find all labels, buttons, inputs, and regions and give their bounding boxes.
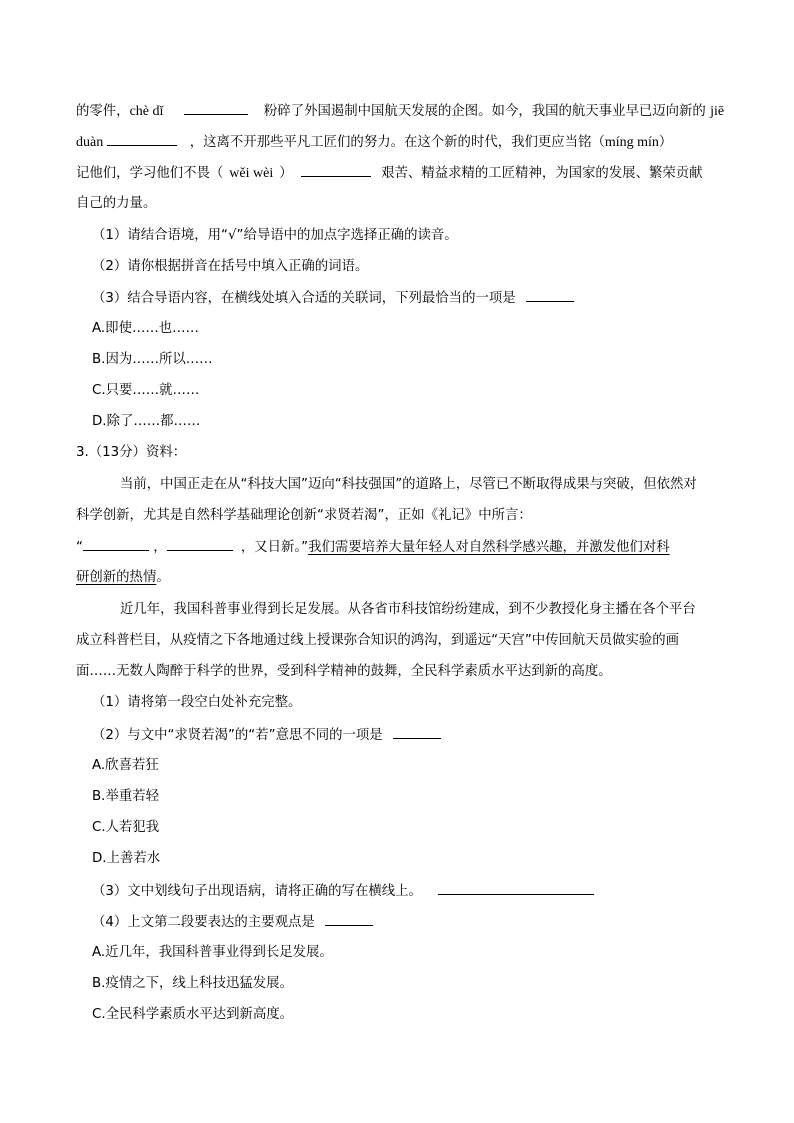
passage-line-4: 自己的力量。: [76, 196, 157, 211]
sq4-option-a[interactable]: A.近几年，我国科普事业得到长足发展。: [92, 945, 333, 960]
q3-para1-line1: 当前，中国正走在从“科技大国”迈向“科技强国”的道路上，尽管已不断取得成果与突破，但依然对: [120, 477, 697, 492]
answer-blank-sq4[interactable]: [325, 913, 373, 926]
sub-question-2: （2）请你根据拼音在括号中填入正确的词语。: [92, 259, 369, 274]
option-a[interactable]: A.即使……也……: [92, 321, 199, 336]
sub-question-3: （3）结合导语内容，在横线处填入合适的关联词，下列最恰当的一项是: [92, 289, 574, 308]
answer-blank-2[interactable]: [107, 133, 177, 146]
q3-para2-line2: 成立科普栏目，从疫情之下各地通过线上授课弥合知识的鸿沟，到遥远“天宫”中传回航天员做实验的画: [76, 633, 680, 648]
q3-para1-line2: 科学创新，尤其是自然科学基础理论创新“求贤若渴”，正如《礼记》中所言：: [76, 508, 532, 523]
pinyin-wei: wěi wèi: [229, 166, 274, 181]
pinyin-ming: míng mín: [604, 135, 659, 150]
q3-sub-question-2: （2）与文中“求贤若渴”的“若”意思不同的一项是: [92, 726, 441, 745]
answer-blank-quote-1[interactable]: [83, 538, 149, 551]
sq2-option-c[interactable]: C.人若犯我: [92, 820, 160, 835]
passage-line-3: 记他们，学习他们不畏（ wěi wèi ） 艰苦、精益求精的工匠精神，为国家的发展、繁荣贡献: [76, 166, 703, 181]
q3-para2-line1: 近几年，我国科普事业得到长足发展。从各省市科技馆纷纷建成，到不少教授化身主播在各个平台: [120, 602, 696, 617]
q3-para2-line3: 面……无数人陶醉于科学的世界，受到科学精神的鼓舞，全民科学素质水平达到新的高度。: [76, 664, 612, 679]
pinyin-jie: jiē: [710, 104, 725, 119]
passage-line-1: 的零件，chè dǐ 粉碎了外国遏制中国航天发展的企图。如今，我国的航天事业早已迈向新的 jiē: [76, 104, 725, 119]
pinyin-duan: duàn: [76, 135, 104, 150]
sq2-option-d[interactable]: D.上善若水: [92, 851, 161, 866]
pinyin-chedi: chè dǐ: [129, 104, 164, 119]
question-3-heading: 3.（13分）资料：: [76, 445, 187, 460]
q3-sub-question-3: （3）文中划线句子出现语病，请将正确的写在横线上。: [92, 882, 594, 901]
option-c[interactable]: C.只要……就……: [92, 383, 200, 398]
answer-blank-3[interactable]: [301, 164, 371, 177]
sq2-option-a[interactable]: A.欣喜若狂: [92, 758, 159, 773]
passage-line-2: duàn ，这离不开那些平凡工匠们的努力。在这个新的时代，我们更应当铭（míng mín）: [76, 135, 673, 150]
option-b[interactable]: B.因为……所以……: [92, 352, 213, 367]
answer-blank-1[interactable]: [184, 102, 248, 115]
underlined-sentence-end: 研创新的热情: [76, 570, 157, 585]
sq4-option-b[interactable]: B.疫情之下，线上科技迅猛发展。: [92, 976, 293, 991]
answer-blank-q3[interactable]: [526, 289, 574, 302]
answer-blank-sq3[interactable]: [438, 882, 594, 895]
sq2-option-b[interactable]: B.举重若轻: [92, 789, 160, 804]
underlined-sentence: 我们需要培养大量年轻人对自然科学感兴趣，并激发他们对科: [308, 540, 670, 555]
answer-blank-sq2[interactable]: [393, 726, 441, 739]
answer-blank-quote-2[interactable]: [167, 538, 233, 551]
q3-para1-line3: “ ， ，又日新。”我们需要培养大量年轻人对自然科学感兴趣，并激发他们对科: [76, 540, 670, 555]
q3-sub-question-4: （4）上文第二段要表达的主要观点是: [92, 913, 373, 932]
q3-sub-question-1: （1）请将第一段空白处补充完整。: [92, 695, 302, 710]
sq4-option-c[interactable]: C.全民科学素质水平达到新高度。: [92, 1007, 294, 1022]
sub-question-1: （1）请结合语境，用“√”给导语中的加点字选择正确的读音。: [92, 228, 458, 243]
option-d[interactable]: D.除了……都……: [92, 414, 201, 429]
q3-para1-line4: 研创新的热情。: [76, 570, 170, 585]
